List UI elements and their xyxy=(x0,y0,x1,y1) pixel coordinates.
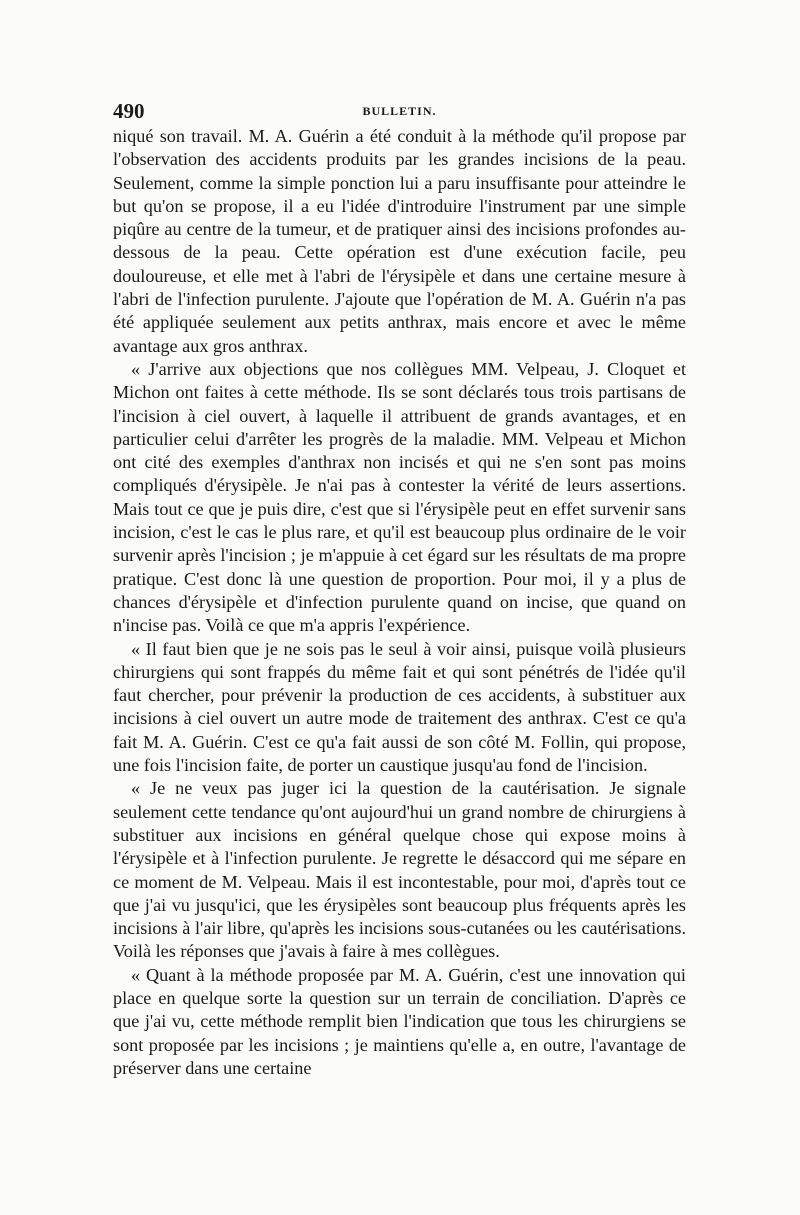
body-text xyxy=(113,125,686,1080)
paragraph-guerin-method: « Quant à la méthode proposée par M. A. Guérin, c'est une innovation qui place en quelque sorte la question sur un terrain de conciliation. D'après ce que j'ai vu, cette méthode remplit bien l'indication que tous les chirurgiens se sont proposée par les incisions ; je maintiens qu'elle a, en outre, l'avantage de préserver dans une certaine xyxy=(113,964,686,1078)
paragraph-surgeons: « Il faut bien que je ne sois pas le seul à voir ainsi, puisque voilà plusieurs chirurgiens qui sont frappés du même fait et qui sont pénétrés de l'idée qu'il faut chercher, pour prévenir la production de ces accidents, à substituer aux incisions à ciel ouvert un autre mode de traitement des anthrax. C'est ce qu'a fait M. A. Guérin. C'est ce qu'a fait aussi de son côté M. Follin, qui propose, une fois l'incision faite, de porter un caustique jusqu'au fond de l'incision. xyxy=(113,638,686,776)
paragraph-objections: « J'arrive aux objections que nos collègues MM. Velpeau, J. Cloquet et Michon ont faites à cette méthode. Ils se sont déclarés tous trois partisans de l'incision à ciel ouvert, à laquelle il attribuent de grands avantages, et en particulier celui d'arrêter les progrès de la maladie. MM. Velpeau et Michon ont cité des exemples d'anthrax non incisés et qui ne s'en sont pas moins compliqués d'érysipèle. Je n'ai pas à contester la vérité de leurs assertions. Mais tout ce que je puis dire, c'est que si l'érysipèle peut en effet survenir sans incision, c'est le cas le plus rare, et qu'il est beaucoup plus ordinaire de le voir survenir après l'incision ; je m'appuie à cet égard sur les résultats de ma propre pratique. C'est donc là une question de proportion. Pour moi, il y a plus de chances d'érysipèle et d'infection purulente quand on incise, que quand on n'incise pas. Voilà ce que m'a appris l'expérience. xyxy=(113,358,686,636)
running-head: BULLETIN. xyxy=(362,104,437,118)
page-number: 490 xyxy=(113,99,145,123)
paragraph-continuation: niqué son travail. M. A. Guérin a été conduit à la méthode qu'il propose par l'observation des accidents produits par les grandes incisions de la peau. Seulement, comme la simple ponction lui a paru insuffisante pour atteindre le but qu'on se propose, il a eu l'idée d'introduire l'instrument par une simple piqûre au centre de la tumeur, et de pratiquer ainsi des incisions profondes au-dessous de la peau. Cette opération est d'une exécution facile, peu douloureuse, et elle met à l'abri de l'érysipèle et dans une certaine mesure à l'abri de l'infection purulente. J'ajoute que l'opération de M. A. Guérin n'a pas été appliquée seulement aux petits anthrax, mais encore et avec le même avantage aux gros anthrax. xyxy=(113,126,686,356)
paragraph-cauterization: « Je ne veux pas juger ici la question de la cautérisation. Je signale seulement cette tendance qu'ont aujourd'hui un grand nombre de chirurgiens à substituer aux incisions en général quelque chose qui expose moins à l'érysipèle et à l'infection purulente. Je regrette le désaccord qui me sépare en ce moment de M. Velpeau. Mais il est incontestable, pour moi, d'après tout ce que j'ai vu jusqu'ici, que les érysipèles sont beaucoup plus fréquents après les incisions à l'air libre, qu'après les incisions sous-cutanées ou les cautérisations. Voilà les réponses que j'avais à faire à mes collègues. xyxy=(113,778,686,962)
page-header xyxy=(113,99,686,123)
